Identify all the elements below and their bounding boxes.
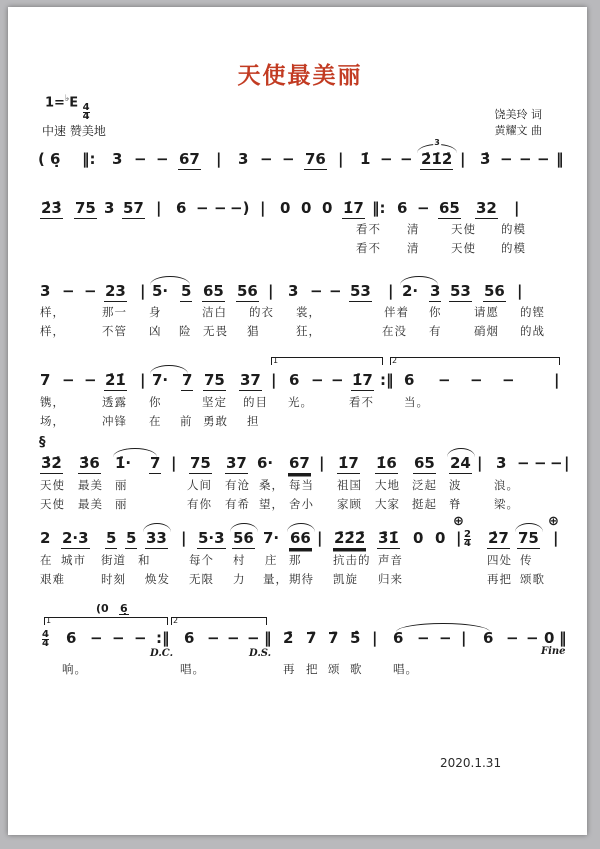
barline: | [171,454,177,472]
pickup-note: 6̣ [120,602,128,615]
barline: ‖ [559,629,567,647]
lyric-syllable: 在 [40,553,53,567]
note-token: − [247,629,260,647]
lyric-syllable: 狂， [296,324,321,338]
lyric-syllable: 看不 [356,222,381,236]
note-token: − [470,371,483,389]
lyric-syllable: 身 [149,305,162,319]
key-prefix: 1= [45,95,65,111]
slur-arc [230,523,258,532]
lyric-syllable: 冲锋 [102,414,127,428]
note-token: 3 [238,150,249,168]
note-token: 57 [123,199,144,217]
note-token: − [519,150,532,168]
barline: :‖ [156,629,170,647]
note-token: 5 [106,529,117,547]
note-token: − [506,629,519,647]
lyric-syllable: 泛起 [412,478,437,492]
note-token: − [417,629,430,647]
note-token: 0 [322,199,333,217]
note-token: 6̣ [50,150,61,168]
barline: | [460,150,466,168]
barline: | [564,454,570,472]
lyric-syllable: 唱。 [393,662,418,676]
barline: | [317,529,323,547]
note-token: 76 [305,150,326,168]
note-token: 56 [233,529,254,547]
lyric-syllable: 归来 [378,572,403,586]
direction-label: D.S. [249,648,272,659]
note-token: 3 [112,150,123,168]
lyric-syllable: 在 [149,414,162,428]
lyric-syllable: 每当 [289,478,314,492]
note-token: 0 [544,629,555,647]
note-token: 3̇ [480,150,491,168]
slur-arc [447,448,475,457]
note-token: 7 [40,371,51,389]
lyric-syllable: 街道 [101,553,126,567]
note-token: 5 [181,282,192,300]
note-token: 75 [190,454,211,472]
note-token: − [260,150,273,168]
note-token: 66 [290,529,311,547]
note-token: − [112,629,125,647]
volta-bracket [271,357,383,365]
triplet-arc [417,138,457,153]
coda-icon: ⊕ [548,514,559,529]
note-token: 37 [240,371,261,389]
note-token: − [417,199,430,217]
lyric-syllable: 有 [429,324,442,338]
note-token: 6 [184,629,195,647]
note-token: 0 [301,199,312,217]
lyric-syllable: 的铿 [520,305,545,319]
note-token: 3 [496,454,507,472]
note-token: 1̇7 [352,371,373,389]
lyric-syllable: 声音 [378,553,403,567]
lyric-syllable: 焕发 [145,572,170,586]
volta-number: 2 [173,616,179,625]
note-token: 3̇2̇ [41,454,62,472]
note-token: − [517,454,530,472]
volta-number: 1 [46,616,52,625]
song-title: 天使最美丽 [237,63,363,89]
lyric-syllable: 你 [429,305,442,319]
lyric-syllable: 无畏 [203,324,228,338]
lyric-syllable: 那 [289,553,302,567]
barline: | [156,199,162,217]
lyric-syllable: 最美 [78,478,103,492]
lyricist-credit: 饶美玲 词 [494,108,542,121]
lyric-syllable: 样， [40,324,65,338]
lyric-syllable: 期待 [289,572,314,586]
note-token: 3 [104,199,115,217]
barline: | [372,629,378,647]
note-token: 32 [476,199,497,217]
pickup-note: (0 [96,602,109,615]
volta-number: 2 [392,356,398,365]
lyric-syllable: 那一 [102,305,127,319]
note-token: − [134,150,147,168]
note-token: 5̂ [350,629,361,647]
barline: | [181,529,187,547]
lyric-syllable: 坚定 [202,395,227,409]
lyric-syllable: 的模 [501,241,526,255]
tuplet-number: 3 [434,138,440,147]
meter-denominator: 4 [42,638,49,649]
lyric-syllable: 桑， [259,478,284,492]
note-token: 0 [435,529,446,547]
barline: | [260,199,266,217]
lyric-syllable: 有希 [225,497,250,511]
slur-arc [113,448,157,457]
lyric-syllable: 的目 [243,395,268,409]
note-token: 6 [176,199,187,217]
note-token: 7 [182,371,193,389]
note-token: − [90,629,103,647]
lyric-syllable: 传 [520,553,533,567]
note-token: 2· [402,282,419,300]
note-token: 33 [146,529,167,547]
lyric-syllable: 担 [247,414,260,428]
note-token: 2 [40,529,51,547]
lyric-syllable: 看不 [356,241,381,255]
note-token: 6 [289,371,300,389]
barline: | [140,371,146,389]
note-token: 7̄ [306,629,317,647]
coda-icon: ⊕ [453,514,464,529]
slur-arc [287,523,315,532]
slur-arc [150,365,188,374]
lyric-syllable: 看不 [349,395,374,409]
lyric-syllable: 抗击的 [333,553,371,567]
lyric-syllable: 不管 [102,324,127,338]
lyric-syllable: 和 [138,553,151,567]
barline: | [319,454,325,472]
lyric-syllable: 场， [40,414,65,428]
flat-sign: ♭ [64,94,70,104]
lyric-syllable: 脊 [449,497,462,511]
meter-denominator: 4 [464,538,471,549]
lyric-syllable: 凯旋 [333,572,358,586]
note-token: 5·3 [198,529,225,547]
note-token: 53 [350,282,371,300]
note-token: 6· [257,454,274,472]
lyric-syllable: 丽 [115,497,128,511]
lyric-syllable: 四处 [487,553,512,567]
note-token: − [438,371,451,389]
note-token [464,529,471,548]
slur-arc [400,276,438,285]
direction-label: Fine [541,646,566,657]
note-token: ( [38,150,45,168]
note-token: 75 [518,529,539,547]
note-token: − [311,371,324,389]
lyric-syllable: 唱。 [180,662,205,676]
lyric-syllable: 有沧 [225,478,250,492]
lyric-syllable: 大地 [375,478,400,492]
lyric-syllable: 时刻 [101,572,126,586]
composer-credit: 黄耀文 曲 [494,124,542,137]
lyric-syllable: 裳， [296,305,321,319]
barline: | [388,282,394,300]
barline: | [338,150,344,168]
meter-denominator: 4 [82,111,90,123]
note-token: − [331,371,344,389]
lyric-syllable: 硝烟 [474,324,499,338]
time-signature [83,102,90,121]
note-token: 7̄ [328,629,339,647]
note-token: 0 [413,529,424,547]
note-token: 2·3 [62,529,89,547]
lyric-syllable: 浪。 [494,478,519,492]
lyric-syllable: 洁白 [202,305,227,319]
meter-numerator: 4 [42,629,49,640]
note-token: − [526,629,539,647]
note-token: 67 [289,454,310,472]
barline: | [140,282,146,300]
note-token: − [134,629,147,647]
lyric-syllable: 伴着 [384,305,409,319]
lyric-syllable: 大家 [375,497,400,511]
lyric-syllable: 当。 [404,395,429,409]
barline: ‖: [82,150,96,168]
note-token: 3 [288,282,299,300]
lyric-syllable: 请愿 [474,305,499,319]
lyric-syllable: 人间 [187,478,212,492]
lyric-syllable: 样， [40,305,65,319]
note-token: 65 [439,199,460,217]
lyric-syllable: 颂歌 [520,572,545,586]
barline: | [514,199,520,217]
note-token: 0 [280,199,291,217]
note-token: 23 [105,282,126,300]
key-letter: E [69,95,79,111]
barline: :‖ [380,371,394,389]
lyric-syllable: 量， [263,572,288,586]
tempo-marking: 中速 赞美地 [42,124,106,138]
lyric-syllable: 无限 [189,572,214,586]
note-token: 7· [152,371,169,389]
barline: | [271,371,277,389]
note-token: 1̇7 [343,199,364,217]
date-label: 2020.1.31 [440,756,502,770]
note-token: 2̇7 [488,529,509,547]
note-token: 53 [450,282,471,300]
lyric-syllable: 挺起 [412,497,437,511]
lyric-syllable: 最美 [78,497,103,511]
note-token: 65 [414,454,435,472]
note-token: − [62,371,75,389]
lyric-syllable: 凶 [149,324,162,338]
lyric-syllable: 勇敢 [203,414,228,428]
note-token: − [400,150,413,168]
lyric-syllable: 响。 [62,662,87,676]
lyric-syllable: 有你 [187,497,212,511]
lyric-syllable: 庄 [265,553,278,567]
note-token: 3̇̄1̇̄ [378,529,399,547]
note-token: −) [230,199,250,217]
note-token [42,629,49,648]
note-token: − [214,199,227,217]
note-token: 5· [152,282,169,300]
lyric-syllable: 前 [180,414,193,428]
note-token: 3̇6 [79,454,100,472]
volta-bracket [171,617,267,625]
note-token: 6 [397,199,408,217]
note-token: − [550,454,563,472]
lyric-syllable: 险 [179,324,192,338]
note-token: 67 [179,150,200,168]
note-token: 1̇ [360,150,371,168]
meter-numerator: 4 [82,102,90,114]
note-token: − [380,150,393,168]
note-token: 75 [75,199,96,217]
lyric-syllable: 把 [306,662,319,676]
lyric-syllable: 天使 [40,497,65,511]
lyric-syllable: 歌 [350,662,363,676]
note-token: − [534,454,547,472]
slur-arc [515,523,543,532]
segno-icon: § [39,435,46,450]
barline: | [477,454,483,472]
lyric-syllable: 祖国 [337,478,362,492]
barline: ‖ [264,629,272,647]
lyric-syllable: 猖 [247,324,260,338]
volta-number: 1 [273,356,279,365]
lyric-syllable: 清 [407,222,420,236]
note-token: 6 [404,371,415,389]
note-token: 7· [263,529,280,547]
note-token: 75 [204,371,225,389]
slur-arc [396,623,490,632]
note-token: − [439,629,452,647]
lyric-syllable: 丽 [115,478,128,492]
lyric-syllable: 颂 [328,662,341,676]
lyric-syllable: 的衣 [249,305,274,319]
lyric-syllable: 透露 [102,395,127,409]
note-token: 1̇6 [376,454,397,472]
lyric-syllable: 的战 [520,324,545,338]
note-token: 6 [66,629,77,647]
note-token: − [207,629,220,647]
note-token: 37 [226,454,247,472]
direction-label: D.C. [150,648,174,659]
lyric-syllable: 天使 [451,222,476,236]
lyric-syllable: 的模 [501,222,526,236]
barline: | [268,282,274,300]
barline: | [216,150,222,168]
lyric-syllable: 家顾 [337,497,362,511]
lyric-syllable: 天使 [40,478,65,492]
lyric-syllable: 梁。 [494,497,519,511]
note-token: 1̇· [115,454,132,472]
lyric-syllable: 镌， [40,395,65,409]
note-token: 3 [430,282,441,300]
note-token: 5 [126,529,137,547]
barline: ‖ [556,150,564,168]
lyric-syllable: 再把 [487,572,512,586]
note-token: 3 [40,282,51,300]
volta-bracket [390,357,560,365]
note-token: − [500,150,513,168]
note-token: − [502,371,515,389]
lyric-syllable: 每个 [189,553,214,567]
note-token: 65 [203,282,224,300]
note-token: − [156,150,169,168]
note-token: 2̇̄ [283,629,294,647]
lyric-syllable: 村 [233,553,246,567]
note-token: − [282,150,295,168]
barline: | [553,529,559,547]
lyric-syllable: 波 [449,478,462,492]
lyric-syllable: 清 [407,241,420,255]
lyric-syllable: 再 [283,662,296,676]
note-token: 2̇3̇ [41,199,62,217]
note-token: 24 [450,454,471,472]
lyric-syllable: 舍小 [289,497,314,511]
note-token: 2̇̄2̇̄2̇̄ [334,529,366,547]
note-token: 6 [393,629,404,647]
slur-arc [150,276,190,285]
note-token: 56 [484,282,505,300]
lyric-syllable: 城市 [61,553,86,567]
note-token: − [196,199,209,217]
lyric-syllable: 力 [233,572,246,586]
note-token: − [62,282,75,300]
note-token: − [537,150,550,168]
note-token: 1̇7 [338,454,359,472]
barline: ‖: [372,199,386,217]
note-token: − [329,282,342,300]
note-token: − [84,282,97,300]
barline: | [517,282,523,300]
meter-numerator: 2 [464,529,471,540]
barline: | [456,529,462,547]
note-token: 2̇1̇2̇ [421,150,453,168]
barline: | [461,629,467,647]
note-token: 6 [483,629,494,647]
note-token: − [310,282,323,300]
note-token: − [84,371,97,389]
barline: | [554,371,560,389]
lyric-syllable: 艰难 [40,572,65,586]
lyric-syllable: 在没 [382,324,407,338]
slur-arc [143,523,171,532]
lyric-syllable: 天使 [451,241,476,255]
note-token: 7 [150,454,161,472]
note-token: 2̇1̇ [105,371,126,389]
note-token: 56 [237,282,258,300]
volta-bracket [44,617,168,625]
key-signature [45,94,90,121]
note-token: − [227,629,240,647]
lyric-syllable: 光。 [288,395,313,409]
lyric-syllable: 望， [259,497,284,511]
lyric-syllable: 你 [149,395,162,409]
